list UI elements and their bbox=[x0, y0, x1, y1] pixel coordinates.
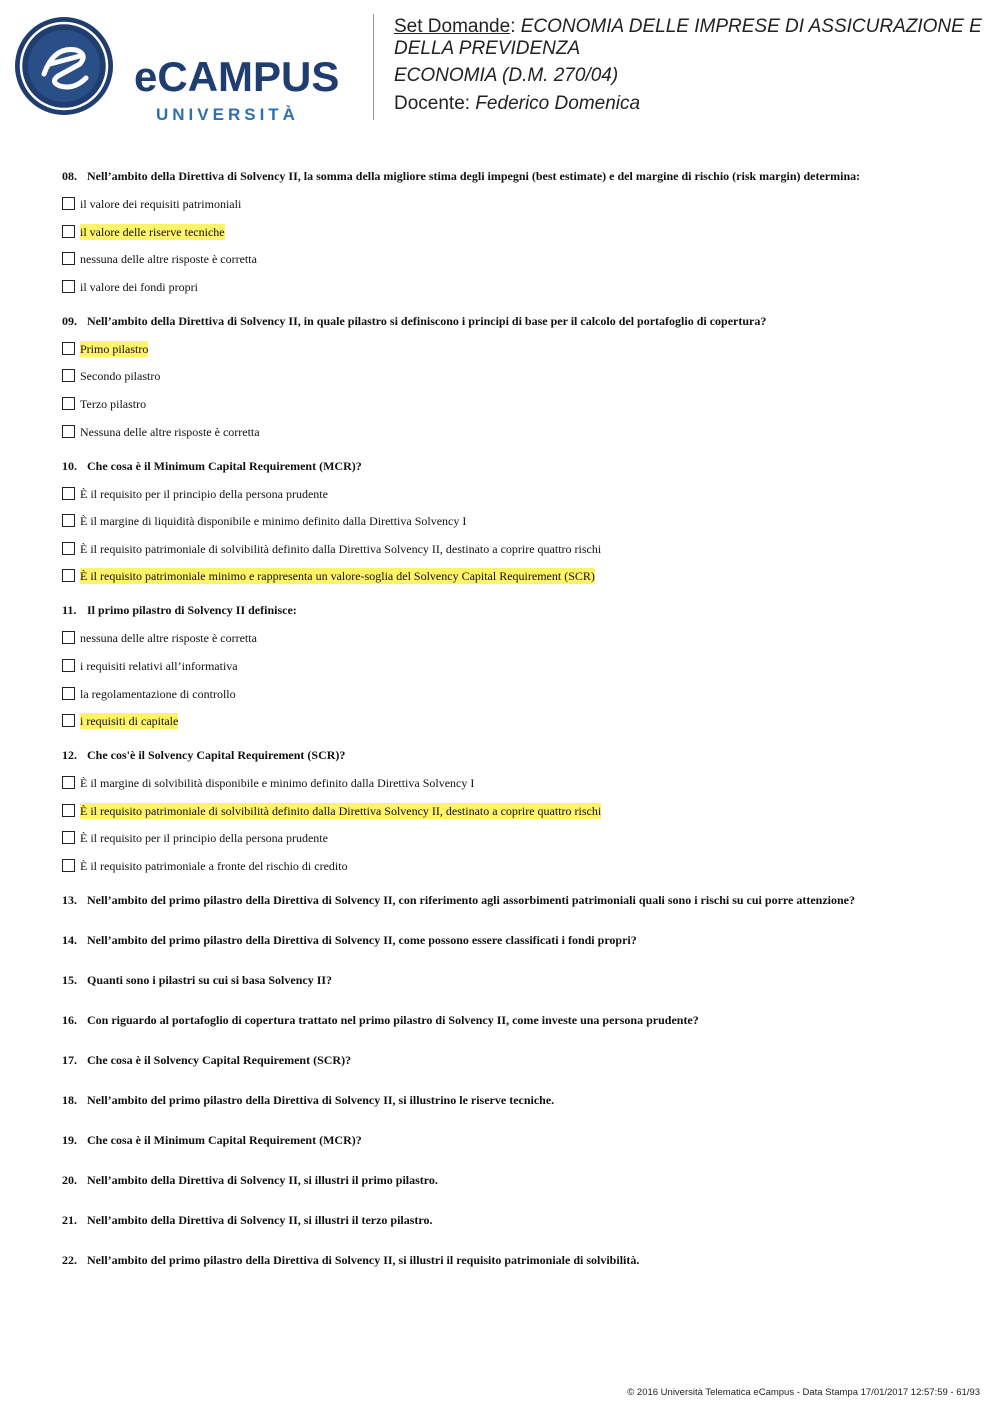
checkbox[interactable] bbox=[62, 569, 75, 582]
question-label: Che cosa è il Solvency Capital Requirement (SCR)? bbox=[87, 1052, 352, 1067]
open-question bbox=[62, 932, 982, 948]
checkbox[interactable] bbox=[62, 280, 75, 293]
question-number: 11. bbox=[62, 603, 77, 618]
question-label: Che cosa è il Minimum Capital Requirement (MCR)? bbox=[87, 458, 362, 473]
course-name: ECONOMIA (D.M. 270/04) bbox=[394, 65, 619, 86]
page-footer: © 2016 Università Telematica eCampus - Data Stampa 17/01/2017 12:57:59 - 61/93 bbox=[627, 1387, 980, 1398]
ecampus-logo bbox=[14, 16, 359, 124]
checkbox[interactable] bbox=[62, 631, 75, 644]
answer-option[interactable] bbox=[62, 541, 982, 557]
course-line bbox=[394, 65, 994, 87]
question-text bbox=[62, 458, 982, 474]
checkbox[interactable] bbox=[62, 804, 75, 817]
question-block bbox=[62, 602, 982, 729]
question-number: 14. bbox=[62, 932, 77, 947]
logo-brand: eCAMPUS bbox=[134, 53, 340, 100]
teacher-label: Docente: bbox=[394, 93, 471, 114]
ecampus-emblem-icon bbox=[14, 16, 114, 116]
checkbox[interactable] bbox=[62, 425, 75, 438]
question-label: Il primo pilastro di Solvency II definisce: bbox=[87, 603, 297, 618]
question-number: 13. bbox=[62, 892, 77, 907]
checkbox[interactable] bbox=[62, 831, 75, 844]
checkbox[interactable] bbox=[62, 859, 75, 872]
answer-label: È il requisito patrimoniale a fronte del rischio di credito bbox=[80, 858, 348, 873]
open-question bbox=[62, 1252, 982, 1268]
question-number: 08. bbox=[62, 169, 77, 183]
checkbox[interactable] bbox=[62, 252, 75, 265]
correct-answer-label: Primo pilastro bbox=[80, 341, 149, 356]
question-label: Nell’ambito della Direttiva di Solvency II, in quale pilastro si definiscono i principi di base per il calcolo del portafoglio di copertura? bbox=[87, 313, 767, 328]
question-label: Che cosa è il Minimum Capital Requirement (MCR)? bbox=[87, 1132, 362, 1147]
question-text bbox=[62, 168, 982, 184]
question-number: 19. bbox=[62, 1132, 77, 1147]
open-question bbox=[62, 1092, 982, 1108]
question-block bbox=[62, 458, 982, 585]
answer-label: la regolamentazione di controllo bbox=[80, 686, 236, 701]
answer-option[interactable] bbox=[62, 513, 982, 529]
answer-option[interactable] bbox=[62, 341, 982, 357]
answer-option[interactable] bbox=[62, 368, 982, 384]
answer-label: i requisiti relativi all’informativa bbox=[80, 658, 238, 673]
teacher-name: Federico Domenica bbox=[475, 93, 641, 114]
checkbox[interactable] bbox=[62, 714, 75, 727]
document-header bbox=[394, 16, 994, 115]
checkbox[interactable] bbox=[62, 342, 75, 355]
answer-option[interactable] bbox=[62, 630, 982, 646]
correct-answer-label: È il requisito patrimoniale minimo e rappresenta un valore-soglia del Solvency Capital Requirement (SCR) bbox=[80, 569, 595, 584]
correct-answer-label: il valore delle riserve tecniche bbox=[80, 224, 225, 239]
question-number: 12. bbox=[62, 748, 77, 763]
question-label: Nell’ambito della Direttiva di Solvency II, si illustri il primo pilastro. bbox=[87, 1172, 438, 1187]
set-title-line1: ECONOMIA DELLE IMPRESE DI ASSICURAZIONE E bbox=[520, 16, 982, 37]
open-question bbox=[62, 1212, 982, 1228]
answer-option[interactable] bbox=[62, 830, 982, 846]
answer-label: Nessuna delle altre risposte è corretta bbox=[80, 424, 260, 439]
question-label: Nell’ambito della Direttiva di Solvency II, si illustri il terzo pilastro. bbox=[87, 1212, 433, 1227]
question-label: Quanti sono i pilastri su cui si basa Solvency II? bbox=[87, 972, 333, 987]
open-questions-section bbox=[62, 892, 982, 1268]
answer-option[interactable] bbox=[62, 424, 982, 440]
answer-label: È il margine di solvibilità disponibile e minimo definito dalla Direttiva Solvency I bbox=[80, 776, 475, 791]
question-number: 17. bbox=[62, 1052, 77, 1067]
open-question bbox=[62, 1172, 982, 1188]
question-label: Che cos'è il Solvency Capital Requirement (SCR)? bbox=[87, 748, 346, 763]
question-label: Nell’ambito della Direttiva di Solvency II, la somma della migliore stima degli impegni (best estimate) e del margine di rischio (risk margin) determina: bbox=[87, 169, 861, 183]
answer-option[interactable] bbox=[62, 251, 982, 267]
question-number: 22. bbox=[62, 1252, 77, 1267]
question-number: 21. bbox=[62, 1212, 77, 1227]
answer-label: È il requisito per il principio della persona prudente bbox=[80, 486, 328, 501]
checkbox[interactable] bbox=[62, 659, 75, 672]
question-block bbox=[62, 168, 982, 295]
answer-option[interactable] bbox=[62, 568, 982, 584]
checkbox[interactable] bbox=[62, 514, 75, 527]
question-number: 09. bbox=[62, 313, 77, 328]
set-title: Set Domande: ECONOMIA DELLE IMPRESE DI ASSICURAZIONE E DELLA PREVIDENZA bbox=[394, 16, 982, 59]
answer-option[interactable] bbox=[62, 196, 982, 212]
question-label: Nell’ambito del primo pilastro della Direttiva di Solvency II, con riferimento agli assorbimenti patrimoniali quali sono i rischi su cui porre attenzione? bbox=[87, 892, 855, 907]
answer-label: nessuna delle altre risposte è corretta bbox=[80, 631, 257, 646]
set-title-line2: DELLA PREVIDENZA bbox=[394, 38, 581, 59]
answer-option[interactable] bbox=[62, 713, 982, 729]
question-block bbox=[62, 747, 982, 874]
checkbox[interactable] bbox=[62, 687, 75, 700]
open-question bbox=[62, 972, 982, 988]
checkbox[interactable] bbox=[62, 487, 75, 500]
answer-option[interactable] bbox=[62, 224, 982, 240]
questions-list bbox=[62, 168, 982, 1292]
answer-option[interactable] bbox=[62, 486, 982, 502]
question-text bbox=[62, 313, 982, 329]
open-question bbox=[62, 1132, 982, 1148]
answer-label: Secondo pilastro bbox=[80, 369, 161, 384]
question-label: Con riguardo al portafoglio di copertura trattato nel primo pilastro di Solvency II, come investe una persona prudente? bbox=[87, 1012, 699, 1027]
question-label: Nell’ambito del primo pilastro della Direttiva di Solvency II, come possono essere classificati i fondi propri? bbox=[87, 932, 637, 947]
question-number: 20. bbox=[62, 1172, 77, 1187]
answer-label: Terzo pilastro bbox=[80, 396, 147, 411]
correct-answer-label: È il requisito patrimoniale di solvibilità definito dalla Direttiva Solvency II, destinato a coprire quattro rischi bbox=[80, 803, 602, 818]
question-number: 16. bbox=[62, 1012, 77, 1027]
question-block bbox=[62, 313, 982, 440]
question-text bbox=[62, 747, 982, 763]
answer-option[interactable] bbox=[62, 658, 982, 674]
answer-label: nessuna delle altre risposte è corretta bbox=[80, 252, 257, 267]
teacher-line bbox=[394, 93, 994, 115]
answer-label: È il requisito patrimoniale di solvibilità definito dalla Direttiva Solvency II, destinato a coprire quattro rischi bbox=[80, 541, 602, 556]
answer-option[interactable] bbox=[62, 279, 982, 295]
open-question bbox=[62, 1052, 982, 1068]
checkbox[interactable] bbox=[62, 776, 75, 789]
question-number: 18. bbox=[62, 1092, 77, 1107]
checkbox[interactable] bbox=[62, 197, 75, 210]
answer-option[interactable] bbox=[62, 686, 982, 702]
question-text bbox=[62, 602, 982, 618]
answer-label: il valore dei requisiti patrimoniali bbox=[80, 197, 242, 211]
set-label: Set Domande bbox=[394, 16, 511, 37]
open-question bbox=[62, 892, 982, 908]
question-label: Nell’ambito del primo pilastro della Direttiva di Solvency II, si illustrino le riserve tecniche. bbox=[87, 1092, 555, 1107]
logo-subtitle: UNIVERSITÀ bbox=[156, 105, 299, 124]
multiple-choice-section bbox=[62, 168, 982, 874]
answer-option[interactable] bbox=[62, 858, 982, 874]
answer-label: È il requisito per il principio della persona prudente bbox=[80, 831, 328, 846]
question-number: 10. bbox=[62, 458, 77, 473]
answer-option[interactable] bbox=[62, 775, 982, 791]
checkbox[interactable] bbox=[62, 397, 75, 410]
answer-label: il valore dei fondi propri bbox=[80, 279, 198, 294]
checkbox[interactable] bbox=[62, 225, 75, 238]
question-label: Nell’ambito del primo pilastro della Direttiva di Solvency II, si illustri il requisito patrimoniale di solvibilità. bbox=[87, 1252, 640, 1267]
question-number: 15. bbox=[62, 972, 77, 987]
open-question bbox=[62, 1012, 982, 1028]
answer-option[interactable] bbox=[62, 396, 982, 412]
checkbox[interactable] bbox=[62, 369, 75, 382]
checkbox[interactable] bbox=[62, 542, 75, 555]
header-divider bbox=[373, 14, 374, 120]
correct-answer-label: i requisiti di capitale bbox=[80, 714, 179, 729]
answer-option[interactable] bbox=[62, 803, 982, 819]
answer-label: È il margine di liquidità disponibile e minimo definito dalla Direttiva Solvency I bbox=[80, 514, 467, 529]
